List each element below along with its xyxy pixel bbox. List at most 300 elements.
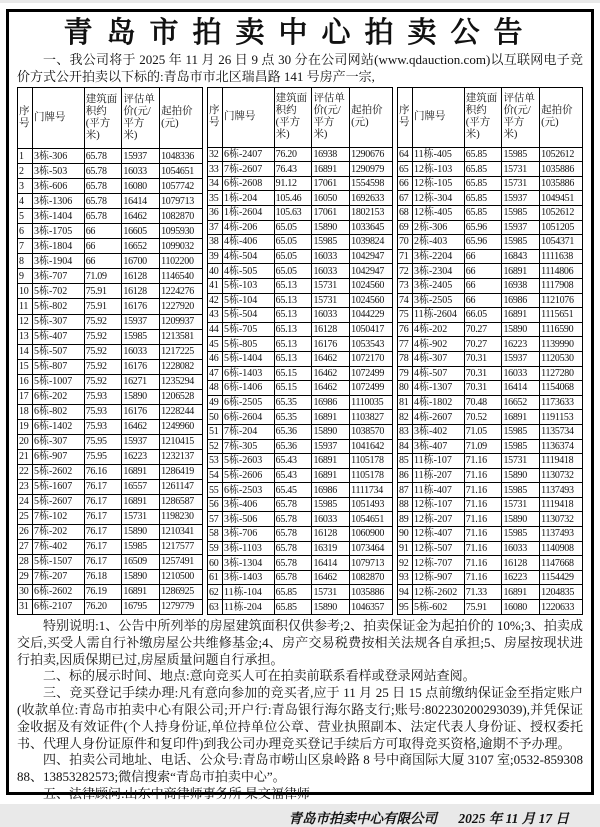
- table-row: [398, 497, 583, 512]
- table-row: [398, 176, 583, 191]
- table-row: [208, 483, 393, 498]
- header-cell-appraisal-unit-price: 评估单价(元/平方米): [312, 88, 350, 148]
- cell-building-area: 65.78: [274, 570, 312, 585]
- cell-building-area: 71.05: [464, 424, 502, 439]
- header-cell-building-area: 建筑面积约(平方米): [274, 88, 312, 148]
- cell-starting-price: 1053543: [350, 337, 393, 352]
- note-exhibition: 二、标的展示时间、地点:意向竞买人可在拍卖前联系看样或登录网站查阅。: [43, 668, 476, 684]
- cell-seq: 93: [398, 570, 413, 585]
- cell-seq: 35: [208, 191, 223, 206]
- header-cell-seq: 序号: [18, 88, 33, 149]
- table-row: [18, 299, 203, 314]
- cell-building-area: 65.78: [274, 527, 312, 542]
- cell-building-area: 65.05: [274, 264, 312, 279]
- cell-appraisal-unit-price: 16128: [122, 284, 160, 299]
- cell-starting-price: 1802153: [350, 206, 393, 221]
- table-row: [208, 308, 393, 323]
- cell-appraisal-unit-price: 15731: [312, 278, 350, 293]
- cell-door-number: 3栋-2304: [412, 264, 464, 279]
- cell-starting-price: 1130732: [540, 468, 583, 483]
- cell-appraisal-unit-price: 16891: [502, 264, 540, 279]
- cell-appraisal-unit-price: 16652: [502, 395, 540, 410]
- cell-seq: 54: [208, 468, 223, 483]
- cell-starting-price: 1042947: [350, 249, 393, 264]
- cell-starting-price: 1206528: [160, 389, 203, 404]
- cell-appraisal-unit-price: 16176: [312, 337, 350, 352]
- header-cell-starting-price: 起拍价(元): [540, 88, 583, 148]
- cell-starting-price: 1046357: [350, 600, 393, 615]
- cell-seq: 17: [18, 389, 33, 404]
- table-row: [208, 176, 393, 191]
- cell-appraisal-unit-price: 16891: [312, 468, 350, 483]
- cell-building-area: 71.09: [464, 439, 502, 454]
- table-row: [398, 468, 583, 483]
- cell-starting-price: 1054651: [160, 164, 203, 179]
- cell-appraisal-unit-price: 16891: [312, 410, 350, 425]
- cell-appraisal-unit-price: 16891: [122, 494, 160, 509]
- footer-date: 2025 年 11 月 17 日: [458, 810, 569, 826]
- cell-building-area: 71.09: [84, 269, 122, 284]
- table-row: [208, 395, 393, 410]
- cell-building-area: 75.92: [84, 374, 122, 389]
- table-row: [18, 599, 203, 614]
- table-row: [398, 308, 583, 323]
- cell-building-area: 65.78: [84, 209, 122, 224]
- table-row: [398, 351, 583, 366]
- table-row: [18, 149, 203, 164]
- cell-door-number: 3栋-2204: [412, 249, 464, 264]
- cell-seq: 19: [18, 419, 33, 434]
- cell-appraisal-unit-price: 16652: [122, 239, 160, 254]
- cell-door-number: 12栋-907: [412, 570, 464, 585]
- auction-table-group-3: [397, 87, 583, 615]
- cell-door-number: 11栋-407: [412, 483, 464, 498]
- table-row: [208, 235, 393, 250]
- cell-door-number: 12栋-2602: [412, 585, 464, 600]
- cell-door-number: 3栋-2505: [412, 293, 464, 308]
- cell-building-area: 65.78: [84, 194, 122, 209]
- table-row: [208, 147, 393, 162]
- table-row: [208, 468, 393, 483]
- footer-signature: [17, 807, 583, 827]
- cell-starting-price: 1035886: [540, 162, 583, 177]
- cell-seq: 75: [398, 308, 413, 323]
- cell-building-area: 76.17: [84, 479, 122, 494]
- cell-door-number: 11栋-107: [412, 454, 464, 469]
- cell-seq: 49: [208, 395, 223, 410]
- table-row: [398, 570, 583, 585]
- cell-starting-price: 1035886: [350, 585, 393, 600]
- cell-door-number: 2栋-403: [412, 235, 464, 250]
- cell-starting-price: 1146540: [160, 269, 203, 284]
- cell-building-area: 65.85: [464, 162, 502, 177]
- cell-building-area: 70.27: [464, 322, 502, 337]
- table-row: [208, 264, 393, 279]
- cell-appraisal-unit-price: 16033: [122, 344, 160, 359]
- cell-appraisal-unit-price: 15731: [312, 293, 350, 308]
- cell-door-number: 1栋-2604: [222, 206, 274, 221]
- page-border-frame: [6, 9, 594, 826]
- header-cell-building-area: 建筑面积约(平方米): [84, 88, 122, 149]
- cell-building-area: 75.92: [84, 329, 122, 344]
- cell-appraisal-unit-price: 17061: [312, 176, 350, 191]
- cell-appraisal-unit-price: 15731: [502, 176, 540, 191]
- cell-starting-price: 1051493: [350, 497, 393, 512]
- cell-seq: 14: [18, 344, 33, 359]
- cell-building-area: 65.85: [274, 600, 312, 615]
- cell-door-number: 1栋-204: [222, 191, 274, 206]
- cell-building-area: 65.96: [464, 220, 502, 235]
- cell-seq: 21: [18, 449, 33, 464]
- cell-starting-price: 1072499: [350, 366, 393, 381]
- cell-building-area: 76.17: [84, 554, 122, 569]
- cell-door-number: 6栋-1406: [222, 381, 274, 396]
- cell-seq: 80: [398, 381, 413, 396]
- table-row: [208, 220, 393, 235]
- cell-seq: 24: [18, 494, 33, 509]
- cell-door-number: 4栋-307: [412, 351, 464, 366]
- cell-building-area: 66.05: [464, 308, 502, 323]
- cell-starting-price: 1073464: [350, 541, 393, 556]
- cell-building-area: 75.92: [84, 359, 122, 374]
- table-row: [18, 449, 203, 464]
- cell-starting-price: 1198230: [160, 509, 203, 524]
- cell-starting-price: 1033645: [350, 220, 393, 235]
- cell-building-area: 71.16: [464, 468, 502, 483]
- cell-door-number: 11栋-207: [412, 468, 464, 483]
- cell-seq: 66: [398, 176, 413, 191]
- cell-seq: 44: [208, 322, 223, 337]
- cell-appraisal-unit-price: 15937: [122, 149, 160, 164]
- cell-door-number: 4栋-2607: [412, 410, 464, 425]
- cell-building-area: 105.46: [274, 191, 312, 206]
- cell-door-number: 12栋-103: [412, 162, 464, 177]
- cell-appraisal-unit-price: 16128: [122, 269, 160, 284]
- table-row: [18, 404, 203, 419]
- cell-seq: 56: [208, 497, 223, 512]
- table-row: [208, 410, 393, 425]
- cell-seq: 2: [18, 164, 33, 179]
- cell-seq: 11: [18, 299, 33, 314]
- cell-door-number: 5栋-705: [222, 322, 274, 337]
- cell-door-number: 4栋-406: [222, 235, 274, 250]
- cell-starting-price: 1154068: [540, 381, 583, 396]
- cell-appraisal-unit-price: 15890: [502, 468, 540, 483]
- header-cell-door-number: 门牌号: [32, 88, 84, 149]
- header-cell-door-number: 门牌号: [222, 88, 274, 148]
- cell-starting-price: 1224276: [160, 284, 203, 299]
- cell-appraisal-unit-price: 15890: [502, 512, 540, 527]
- cell-seq: 77: [398, 337, 413, 352]
- cell-appraisal-unit-price: 16509: [122, 554, 160, 569]
- table-row: [18, 284, 203, 299]
- cell-seq: 1: [18, 149, 33, 164]
- cell-building-area: 65.96: [464, 235, 502, 250]
- cell-building-area: 65.78: [274, 497, 312, 512]
- cell-appraisal-unit-price: 16462: [312, 570, 350, 585]
- table-row: [398, 206, 583, 221]
- cell-building-area: 65.36: [274, 424, 312, 439]
- cell-door-number: 3栋-1304: [222, 556, 274, 571]
- table-row: [18, 494, 203, 509]
- table-row: [18, 464, 203, 479]
- footer-company: 青岛市拍卖中心有限公司: [288, 810, 437, 826]
- table-row: [398, 293, 583, 308]
- cell-building-area: 76.17: [84, 524, 122, 539]
- cell-appraisal-unit-price: 15731: [122, 509, 160, 524]
- cell-building-area: 66: [464, 278, 502, 293]
- cell-building-area: 66: [84, 239, 122, 254]
- cell-starting-price: 1136374: [540, 439, 583, 454]
- cell-seq: 6: [18, 224, 33, 239]
- cell-starting-price: 1290979: [350, 162, 393, 177]
- cell-appraisal-unit-price: 16986: [312, 395, 350, 410]
- cell-starting-price: 1228244: [160, 404, 203, 419]
- cell-appraisal-unit-price: 16176: [122, 299, 160, 314]
- cell-appraisal-unit-price: 15937: [502, 220, 540, 235]
- cell-door-number: 7栋-2607: [222, 162, 274, 177]
- cell-starting-price: 1099032: [160, 239, 203, 254]
- cell-door-number: 5栋-807: [32, 359, 84, 374]
- header-cell-door-number: 门牌号: [412, 88, 464, 148]
- cell-appraisal-unit-price: 15985: [122, 539, 160, 554]
- cell-door-number: 3栋-1306: [32, 194, 84, 209]
- cell-building-area: 66: [464, 249, 502, 264]
- table-row: [18, 314, 203, 329]
- cell-building-area: 66: [464, 293, 502, 308]
- cell-starting-price: 1044229: [350, 308, 393, 323]
- table-row: [208, 424, 393, 439]
- cell-seq: 82: [398, 410, 413, 425]
- cell-seq: 73: [398, 278, 413, 293]
- table-row: [18, 359, 203, 374]
- cell-building-area: 71.33: [464, 585, 502, 600]
- cell-appraisal-unit-price: 15890: [312, 220, 350, 235]
- header-cell-building-area: 建筑面积约(平方米): [464, 88, 502, 148]
- cell-starting-price: 1105178: [350, 454, 393, 469]
- cell-seq: 37: [208, 220, 223, 235]
- cell-starting-price: 1024560: [350, 293, 393, 308]
- cell-starting-price: 1217577: [160, 539, 203, 554]
- table-row: [18, 419, 203, 434]
- cell-door-number: 12栋-105: [412, 176, 464, 191]
- cell-starting-price: 1127280: [540, 366, 583, 381]
- cell-door-number: 4栋-505: [222, 264, 274, 279]
- note-special-remarks: 特别说明:1、公告中所列举的房屋建筑面积仅供参考;2、拍卖保证金为起拍价的 10%;3、拍卖成交后,买受人需自行补缴房屋公共维修基金;4、房产交易税费按相关法规各自承担;5、房屋按现状进行拍卖,因质保期已过,房屋质量问题自行承担。: [17, 618, 583, 667]
- cell-seq: 7: [18, 239, 33, 254]
- header-cell-appraisal-unit-price: 评估单价(元/平方米): [122, 88, 160, 149]
- cell-door-number: 3栋-606: [32, 179, 84, 194]
- cell-building-area: 76.20: [84, 599, 122, 614]
- cell-building-area: 65.85: [274, 585, 312, 600]
- cell-seq: 83: [398, 424, 413, 439]
- cell-appraisal-unit-price: 16938: [312, 147, 350, 162]
- cell-starting-price: 1213581: [160, 329, 203, 344]
- cell-seq: 74: [398, 293, 413, 308]
- header-cell-starting-price: 起拍价(元): [350, 88, 393, 148]
- table-row: [208, 439, 393, 454]
- cell-appraisal-unit-price: 15985: [122, 329, 160, 344]
- cell-seq: 8: [18, 254, 33, 269]
- cell-building-area: 65.13: [274, 293, 312, 308]
- cell-appraisal-unit-price: 16050: [312, 191, 350, 206]
- cell-starting-price: 1114806: [540, 264, 583, 279]
- cell-starting-price: 1079713: [160, 194, 203, 209]
- cell-appraisal-unit-price: 15890: [502, 322, 540, 337]
- cell-door-number: 6栋-2107: [32, 599, 84, 614]
- table-row: [208, 512, 393, 527]
- cell-door-number: 5栋-2602: [32, 464, 84, 479]
- cell-seq: 32: [208, 147, 223, 162]
- table-row: [398, 235, 583, 250]
- cell-seq: 81: [398, 395, 413, 410]
- table-row: [398, 191, 583, 206]
- cell-door-number: 3栋-406: [222, 497, 274, 512]
- cell-starting-price: 1117908: [540, 278, 583, 293]
- cell-starting-price: 1286419: [160, 464, 203, 479]
- cell-building-area: 75.91: [84, 284, 122, 299]
- cell-building-area: 65.13: [274, 322, 312, 337]
- table-row: [208, 541, 393, 556]
- cell-starting-price: 1052612: [540, 206, 583, 221]
- cell-building-area: 65.85: [464, 191, 502, 206]
- cell-starting-price: 1102200: [160, 254, 203, 269]
- cell-building-area: 71.16: [464, 454, 502, 469]
- cell-seq: 41: [208, 278, 223, 293]
- cell-seq: 25: [18, 509, 33, 524]
- cell-building-area: 66: [84, 224, 122, 239]
- cell-appraisal-unit-price: 16080: [122, 179, 160, 194]
- table-row: [208, 206, 393, 221]
- cell-seq: 39: [208, 249, 223, 264]
- cell-seq: 86: [398, 468, 413, 483]
- table-row: [398, 147, 583, 162]
- table-row: [18, 344, 203, 359]
- cell-seq: 84: [398, 439, 413, 454]
- cell-building-area: 76.18: [84, 569, 122, 584]
- table-row: [208, 497, 393, 512]
- cell-starting-price: 1119418: [540, 454, 583, 469]
- table-row: [398, 278, 583, 293]
- cell-starting-price: 1042947: [350, 264, 393, 279]
- cell-appraisal-unit-price: 16414: [122, 194, 160, 209]
- cell-door-number: 5栋-1607: [32, 479, 84, 494]
- cell-building-area: 75.92: [84, 344, 122, 359]
- cell-seq: 95: [398, 600, 413, 615]
- table-row: [398, 337, 583, 352]
- cell-starting-price: 1137493: [540, 483, 583, 498]
- cell-building-area: 70.48: [464, 395, 502, 410]
- cell-starting-price: 1173633: [540, 395, 583, 410]
- cell-building-area: 65.78: [84, 164, 122, 179]
- cell-building-area: 65.43: [274, 454, 312, 469]
- cell-starting-price: 1072170: [350, 351, 393, 366]
- cell-seq: 92: [398, 556, 413, 571]
- cell-seq: 47: [208, 366, 223, 381]
- cell-building-area: 65.13: [274, 278, 312, 293]
- cell-starting-price: 1290676: [350, 147, 393, 162]
- cell-starting-price: 1038570: [350, 424, 393, 439]
- cell-appraisal-unit-price: 15731: [312, 585, 350, 600]
- table-row: [398, 410, 583, 425]
- cell-appraisal-unit-price: 16319: [312, 541, 350, 556]
- cell-seq: 68: [398, 206, 413, 221]
- table-row: [18, 239, 203, 254]
- table-row: [208, 191, 393, 206]
- cell-seq: 60: [208, 556, 223, 571]
- cell-appraisal-unit-price: 15985: [502, 235, 540, 250]
- table-row: [398, 162, 583, 177]
- cell-seq: 51: [208, 424, 223, 439]
- cell-door-number: 5栋-103: [222, 278, 274, 293]
- cell-door-number: 3栋-2405: [412, 278, 464, 293]
- cell-starting-price: 1054371: [540, 235, 583, 250]
- cell-door-number: 4栋-504: [222, 249, 274, 264]
- cell-seq: 64: [398, 147, 413, 162]
- cell-seq: 89: [398, 512, 413, 527]
- cell-appraisal-unit-price: 16986: [502, 293, 540, 308]
- cell-seq: 26: [18, 524, 33, 539]
- cell-door-number: 4栋-1307: [412, 381, 464, 396]
- cell-appraisal-unit-price: 16462: [122, 419, 160, 434]
- cell-starting-price: 1095930: [160, 224, 203, 239]
- cell-appraisal-unit-price: 16605: [122, 224, 160, 239]
- cell-seq: 91: [398, 541, 413, 556]
- cell-appraisal-unit-price: 16223: [502, 570, 540, 585]
- cell-appraisal-unit-price: 16033: [312, 512, 350, 527]
- cell-door-number: 7栋-102: [32, 509, 84, 524]
- cell-appraisal-unit-price: 16462: [122, 209, 160, 224]
- cell-building-area: 75.95: [84, 449, 122, 464]
- cell-starting-price: 1692633: [350, 191, 393, 206]
- cell-door-number: 6栋-2608: [222, 176, 274, 191]
- cell-building-area: 70.27: [464, 337, 502, 352]
- cell-starting-price: 1115651: [540, 308, 583, 323]
- cell-building-area: 70.31: [464, 351, 502, 366]
- cell-appraisal-unit-price: 15731: [502, 497, 540, 512]
- cell-seq: 42: [208, 293, 223, 308]
- cell-starting-price: 1257491: [160, 554, 203, 569]
- cell-appraisal-unit-price: 15937: [122, 314, 160, 329]
- cell-door-number: 5栋-104: [222, 293, 274, 308]
- header-cell-seq: 序号: [398, 88, 413, 148]
- cell-building-area: 70.31: [464, 366, 502, 381]
- cell-door-number: 4栋-1802: [412, 395, 464, 410]
- header-cell-starting-price: 起拍价(元): [160, 88, 203, 149]
- cell-starting-price: 1082870: [160, 209, 203, 224]
- cell-door-number: 3栋-707: [32, 269, 84, 284]
- cell-building-area: 65.13: [274, 337, 312, 352]
- cell-building-area: 71.16: [464, 541, 502, 556]
- cell-seq: 48: [208, 381, 223, 396]
- cell-building-area: 75.91: [464, 600, 502, 615]
- cell-starting-price: 1249960: [160, 419, 203, 434]
- cell-building-area: 65.35: [274, 395, 312, 410]
- cell-building-area: 76.17: [84, 509, 122, 524]
- cell-starting-price: 1228082: [160, 359, 203, 374]
- table-row: [398, 249, 583, 264]
- cell-door-number: 3栋-503: [32, 164, 84, 179]
- cell-starting-price: 1049451: [540, 191, 583, 206]
- cell-door-number: 12栋-407: [412, 527, 464, 542]
- cell-starting-price: 1139990: [540, 337, 583, 352]
- cell-appraisal-unit-price: 15985: [312, 497, 350, 512]
- cell-seq: 38: [208, 235, 223, 250]
- cell-door-number: 11栋-104: [222, 585, 274, 600]
- cell-starting-price: 1209937: [160, 314, 203, 329]
- cell-door-number: 5栋-1007: [32, 374, 84, 389]
- cell-appraisal-unit-price: 16891: [502, 410, 540, 425]
